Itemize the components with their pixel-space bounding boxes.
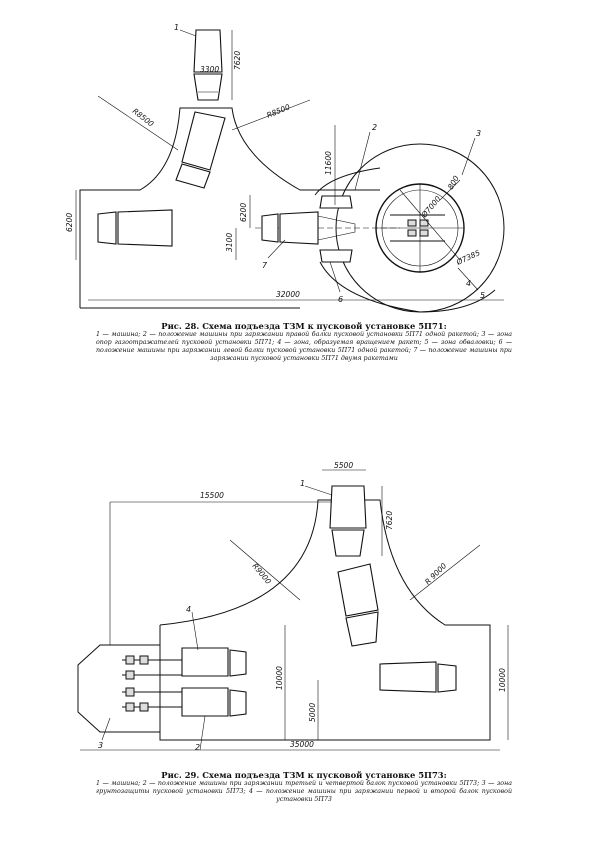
fig28-dim-offset: 800	[445, 174, 461, 191]
fig28-dim-h-center: 6200	[239, 202, 248, 222]
fig28-caption-title: Рис. 28. Схема подъезда ТЗМ к пусковой установке 5П71:	[161, 321, 447, 331]
fig29-launcher	[122, 656, 182, 711]
fig28-callout-4: 4	[466, 279, 472, 288]
fig29-dim-h-right: 10000	[498, 668, 507, 692]
fig29-vehicle-right	[380, 662, 456, 692]
fig28-callout-5: 5	[480, 291, 486, 300]
fig29-diagram	[78, 461, 508, 752]
fig29-vehicle-diagonal	[338, 564, 378, 646]
fig29-vehicle-2	[182, 688, 246, 716]
fig28-dim-diam-outer: Ø7385	[455, 248, 482, 267]
fig28-dim-diam-inner: Ø7000	[419, 194, 443, 220]
fig28-callout-7: 7	[262, 261, 268, 270]
fig29-callout-2: 2	[195, 743, 201, 752]
fig28-vehicle-left	[98, 210, 172, 246]
fig29-callout-1: 1	[300, 479, 306, 488]
fig28-dim-len-top: 7620	[233, 50, 242, 70]
fig28-vehicle-6	[320, 250, 352, 262]
fig28-callout-1: 1	[174, 23, 180, 32]
fig28-caption	[96, 321, 512, 362]
fig29-dim-len-top: 7620	[385, 510, 394, 530]
fig28-callout-6: 6	[338, 295, 344, 304]
fig28-callout-3: 3	[476, 129, 482, 138]
fig28-dim-width-top: 3300	[200, 65, 220, 74]
fig28-caption-legend: 1 — машина; 2 — положение машины при заряжании правой балки пусковой установки 5П71 одной ракетой; 3 — зона опор газоотражателей пусковой установки 5П71; 4 — зона, образуемая вращением ракет; 5 — зона обваловки; 6 — положение машины при заряжании левой балки пусковой установки 5П71 одной ракетой; 7 — положение машины при заряжании пусковой установки 5П71 двумя ракетами	[96, 331, 512, 362]
fig28-callout-2: 2	[372, 123, 378, 132]
fig29-callout-3: 3	[98, 741, 104, 750]
fig29-dim-width-top: 5500	[334, 461, 354, 470]
fig29-caption	[96, 770, 512, 804]
fig28-dim-vert: 11600	[324, 151, 333, 175]
fig28-dim-radius-right: R8500	[265, 102, 292, 120]
fig28-vehicle-2	[320, 196, 352, 208]
fig28-dim-total: 32000	[276, 290, 300, 299]
fig29-vehicle-1	[330, 486, 366, 556]
fig29-caption-title: Рис. 29. Схема подъезда ТЗМ к пусковой установке 5П73:	[161, 770, 447, 780]
fig29-dim-total: 35000	[290, 740, 314, 749]
fig28-dim-radius-left: R8500	[130, 106, 156, 129]
fig29-dim-h-small: 5000	[308, 702, 317, 722]
fig29-dim-left-offset: 15500	[200, 491, 224, 500]
fig28-dim-h-left: 6200	[65, 212, 74, 232]
fig29-caption-legend: 1 — машина; 2 — положение машины при заряжании третьей и четвертой балок пусковой установки 5П73; 3 — зона грунтозащиты пусковой установки 5П73; 4 — положение машины при заряжании первой и второй балок пусковой установки 5П73	[96, 780, 512, 803]
fig29-dim-h-center: 10000	[275, 666, 284, 690]
fig28-dim-h-small: 3100	[225, 232, 234, 252]
fig29-dim-radius-right: R 9000	[423, 561, 449, 587]
fig29-vehicle-4	[182, 648, 246, 676]
fig28-diagram	[65, 23, 504, 312]
fig29-dim-radius-left: R9000	[250, 561, 273, 586]
fig29-callout-4: 4	[186, 605, 192, 614]
fig28-vehicle-diagonal	[176, 112, 225, 188]
